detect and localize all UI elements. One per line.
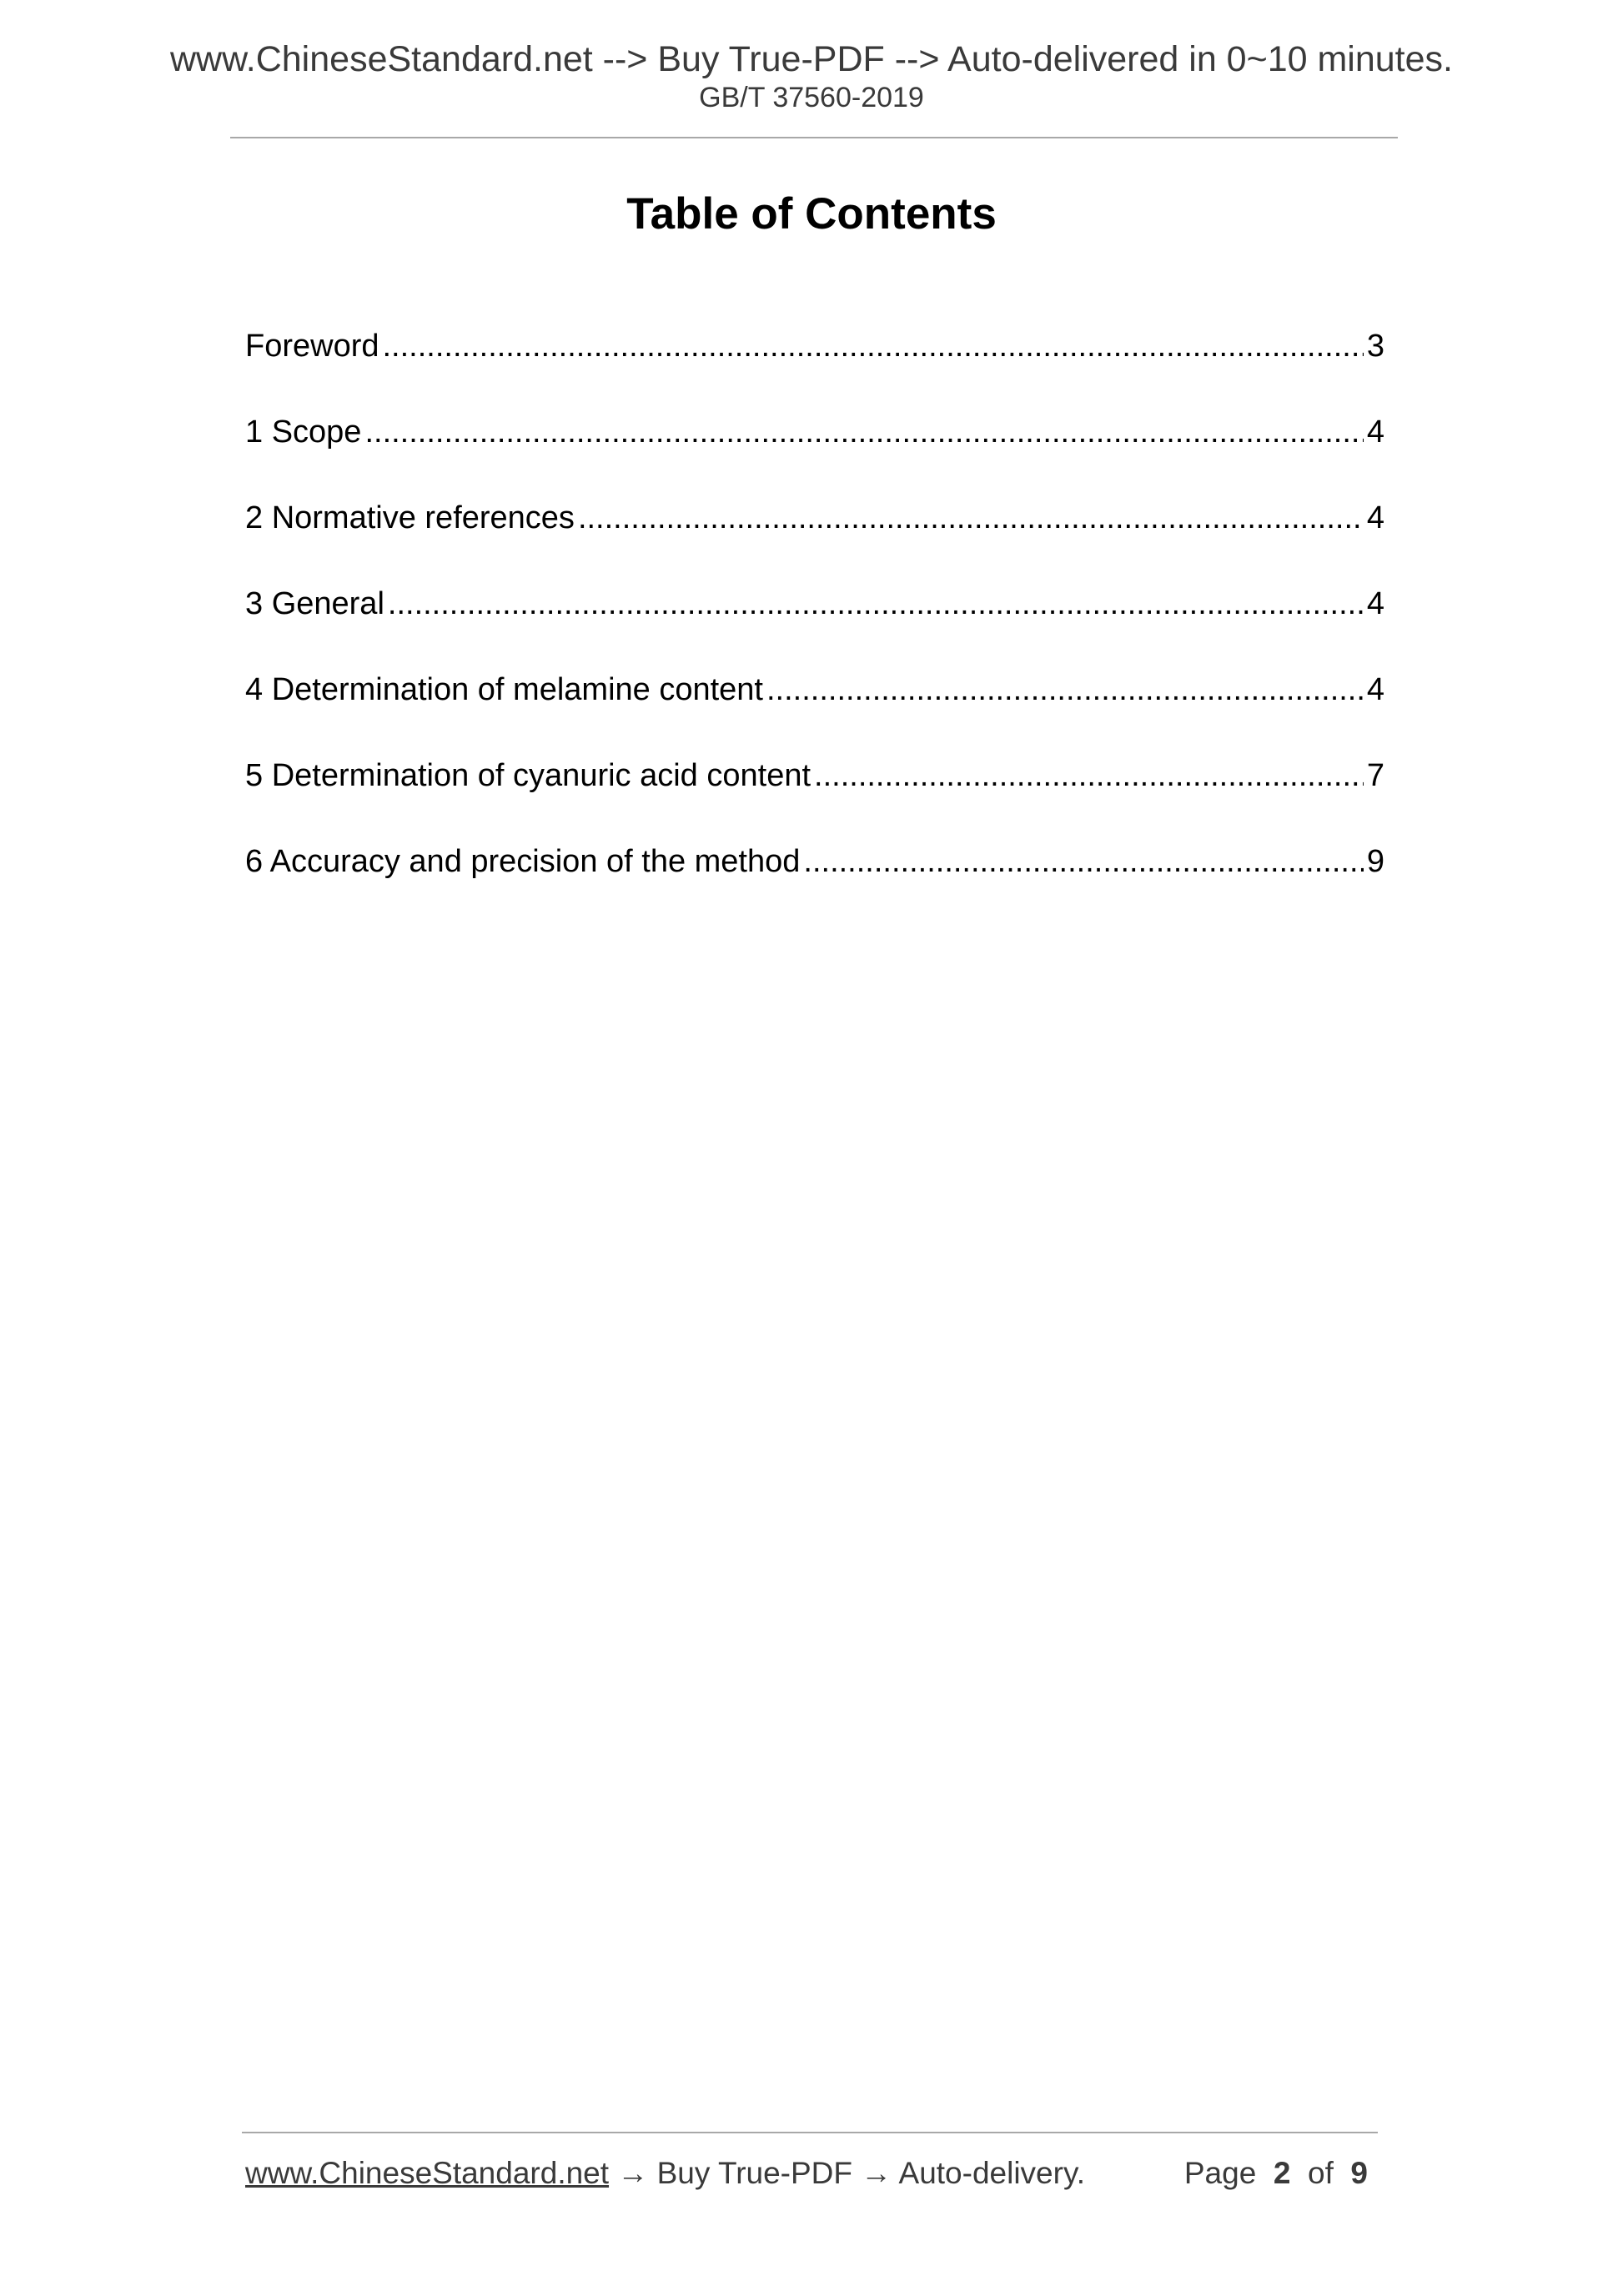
toc-entry-foreword[interactable] xyxy=(245,321,1384,407)
toc-dot-leader xyxy=(578,493,1364,543)
toc-entry-label: 4 Determination of melamine content xyxy=(245,672,763,707)
toc-entry-label: 1 Scope xyxy=(245,414,362,450)
toc-entry-label: 2 Normative references xyxy=(245,500,575,535)
toc-entry-normative-references[interactable] xyxy=(245,493,1384,579)
toc-entry-label: 5 Determination of cyanuric acid content xyxy=(245,758,812,793)
toc-entry-cyanuric-acid[interactable] xyxy=(245,751,1384,837)
toc-entry-label: Foreword xyxy=(245,329,379,364)
document-code: GB/T 37560-2019 xyxy=(699,82,924,113)
toc-entry-page: 3 xyxy=(1366,329,1384,364)
of-word: of xyxy=(1308,2156,1334,2190)
toc-entry-page: 4 xyxy=(1366,414,1384,450)
toc-entry-page: 4 xyxy=(1366,586,1384,621)
toc-dot-leader xyxy=(814,751,1364,801)
toc-entry-page: 4 xyxy=(1366,500,1384,535)
toc-list xyxy=(245,321,1384,922)
toc-entry-page: 9 xyxy=(1366,844,1384,879)
toc-dot-leader xyxy=(383,321,1364,371)
page-word: Page xyxy=(1183,2156,1257,2190)
header-divider xyxy=(230,137,1398,138)
footer-site-link[interactable]: www.ChineseStandard.net xyxy=(245,2156,610,2190)
toc-dot-leader xyxy=(364,407,1363,457)
page-title: Table of Contents xyxy=(626,189,997,239)
toc-entry-label: 3 General xyxy=(245,586,384,621)
toc-entry-melamine[interactable] xyxy=(245,665,1384,751)
toc-entry-page: 4 xyxy=(1366,672,1384,707)
footer-divider xyxy=(242,2132,1378,2133)
footer-promo xyxy=(245,2155,1085,2192)
page-number xyxy=(1184,2155,1368,2192)
page-total: 9 xyxy=(1350,2156,1368,2190)
toc-dot-leader xyxy=(388,579,1364,629)
toc-entry-accuracy[interactable] xyxy=(245,837,1384,922)
toc-entry-label: 6 Accuracy and precision of the method xyxy=(245,844,801,879)
toc-entry-general[interactable] xyxy=(245,579,1384,665)
toc-dot-leader xyxy=(766,665,1364,715)
toc-entry-scope[interactable] xyxy=(245,407,1384,493)
toc-dot-leader xyxy=(803,837,1363,887)
toc-entry-page: 7 xyxy=(1366,758,1384,793)
site-banner: www.ChineseStandard.net --> Buy True-PDF --> Auto-delivered in 0~10 minutes. xyxy=(169,39,1453,79)
page-current: 2 xyxy=(1273,2156,1291,2190)
footer-promo-text: → Buy True-PDF → Auto-delivery. xyxy=(609,2156,1085,2190)
